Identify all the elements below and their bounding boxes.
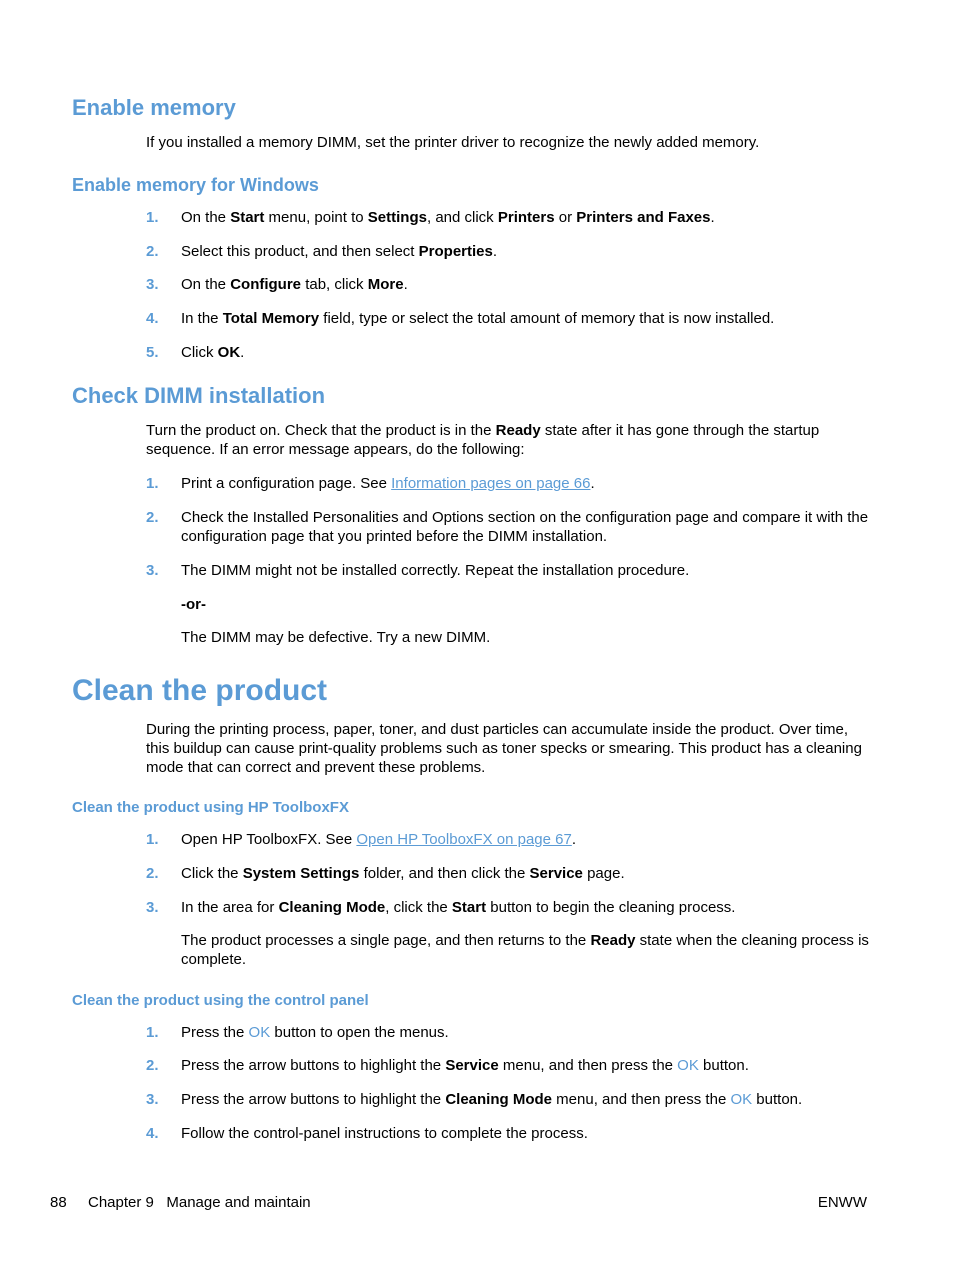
page-number: 88 bbox=[50, 1194, 67, 1211]
windows-step-4: In the Total Memory field, type or select the total amount of memory that is now installed. bbox=[181, 310, 775, 327]
step-number: 2. bbox=[146, 243, 159, 260]
step-number: 3. bbox=[146, 1091, 159, 1108]
section-title-enable-memory: Enable memory bbox=[72, 95, 236, 120]
control-step-2: Press the arrow buttons to highlight the Service menu, and then press the OK button. bbox=[181, 1057, 749, 1074]
windows-step-2: Select this product, and then select Properties. bbox=[181, 243, 498, 260]
step-number: 4. bbox=[146, 1125, 159, 1142]
step-number: 4. bbox=[146, 310, 159, 327]
link-open-toolbox[interactable]: Open HP ToolboxFX on page 67 bbox=[356, 831, 572, 848]
ok-button-ref: OK bbox=[248, 1024, 271, 1041]
windows-step-1: On the Start menu, point to Settings, and click Printers or Printers and Faxes. bbox=[181, 209, 715, 226]
check-dimm-intro: Turn the product on. Check that the product is in the Ready state after it has gone through the startup sequence. If an error message appears, do the following: bbox=[146, 422, 820, 458]
step-number: 1. bbox=[146, 209, 159, 226]
subsection-title-control-panel: Clean the product using the control panel bbox=[72, 992, 369, 1009]
windows-step-5: Click OK. bbox=[181, 344, 245, 361]
step-number: 1. bbox=[146, 475, 159, 492]
step-number: 3. bbox=[146, 276, 159, 293]
footer-chapter: Chapter 9 Manage and maintain bbox=[88, 1194, 311, 1211]
control-step-4: Follow the control-panel instructions to complete the process. bbox=[181, 1125, 588, 1142]
toolbox-step-3: In the area for Cleaning Mode, click the Start button to begin the cleaning process. bbox=[181, 899, 736, 916]
dimm-step-2: Check the Installed Personalities and Options section on the configuration page and compare it with the configuration page that you printed before the DIMM installation. bbox=[181, 509, 869, 545]
section-title-check-dimm: Check DIMM installation bbox=[72, 383, 326, 408]
step-number: 1. bbox=[146, 831, 159, 848]
step-number: 2. bbox=[146, 509, 159, 526]
chapter-title-clean: Clean the product bbox=[72, 674, 328, 707]
control-step-3: Press the arrow buttons to highlight the Cleaning Mode menu, and then press the OK button. bbox=[181, 1091, 803, 1108]
control-step-1: Press the OK button to open the menus. bbox=[181, 1024, 449, 1041]
toolbox-step-1: Open HP ToolboxFX. See Open HP ToolboxFX on page 67. bbox=[181, 831, 576, 848]
windows-step-3: On the Configure tab, click More. bbox=[181, 276, 408, 293]
step-number: 1. bbox=[146, 1024, 159, 1041]
subsection-title-windows: Enable memory for Windows bbox=[72, 175, 319, 195]
dimm-alt-note: The DIMM may be defective. Try a new DIMM. bbox=[181, 629, 491, 646]
step-number: 5. bbox=[146, 344, 159, 361]
step-number: 2. bbox=[146, 1057, 159, 1074]
clean-intro: During the printing process, paper, toner, and dust particles can accumulate inside the product. Over time, this buildup can cause print-quality problems such as toner specks or smearing. This product has a cleaning mode that can correct and prevent these problems. bbox=[146, 721, 862, 776]
ok-button-ref: OK bbox=[677, 1057, 699, 1074]
or-separator: -or- bbox=[181, 596, 206, 613]
subsection-title-toolbox: Clean the product using HP ToolboxFX bbox=[72, 799, 349, 816]
step-number: 2. bbox=[146, 865, 159, 882]
link-information-pages[interactable]: Information pages on page 66 bbox=[391, 475, 591, 492]
toolbox-note: The product processes a single page, and then returns to the Ready state when the cleaning process is complete. bbox=[181, 932, 869, 968]
ok-button-ref: OK bbox=[730, 1091, 753, 1108]
toolbox-step-2: Click the System Settings folder, and then click the Service page. bbox=[181, 865, 625, 882]
dimm-step-3: The DIMM might not be installed correctly. Repeat the installation procedure. bbox=[181, 562, 690, 579]
step-number: 3. bbox=[146, 562, 159, 579]
footer-enww: ENWW bbox=[817, 1194, 867, 1211]
enable-memory-intro: If you installed a memory DIMM, set the printer driver to recognize the newly added memory. bbox=[146, 134, 760, 151]
step-number: 3. bbox=[146, 899, 159, 916]
dimm-step-1: Print a configuration page. See Information pages on page 66. bbox=[181, 475, 595, 492]
